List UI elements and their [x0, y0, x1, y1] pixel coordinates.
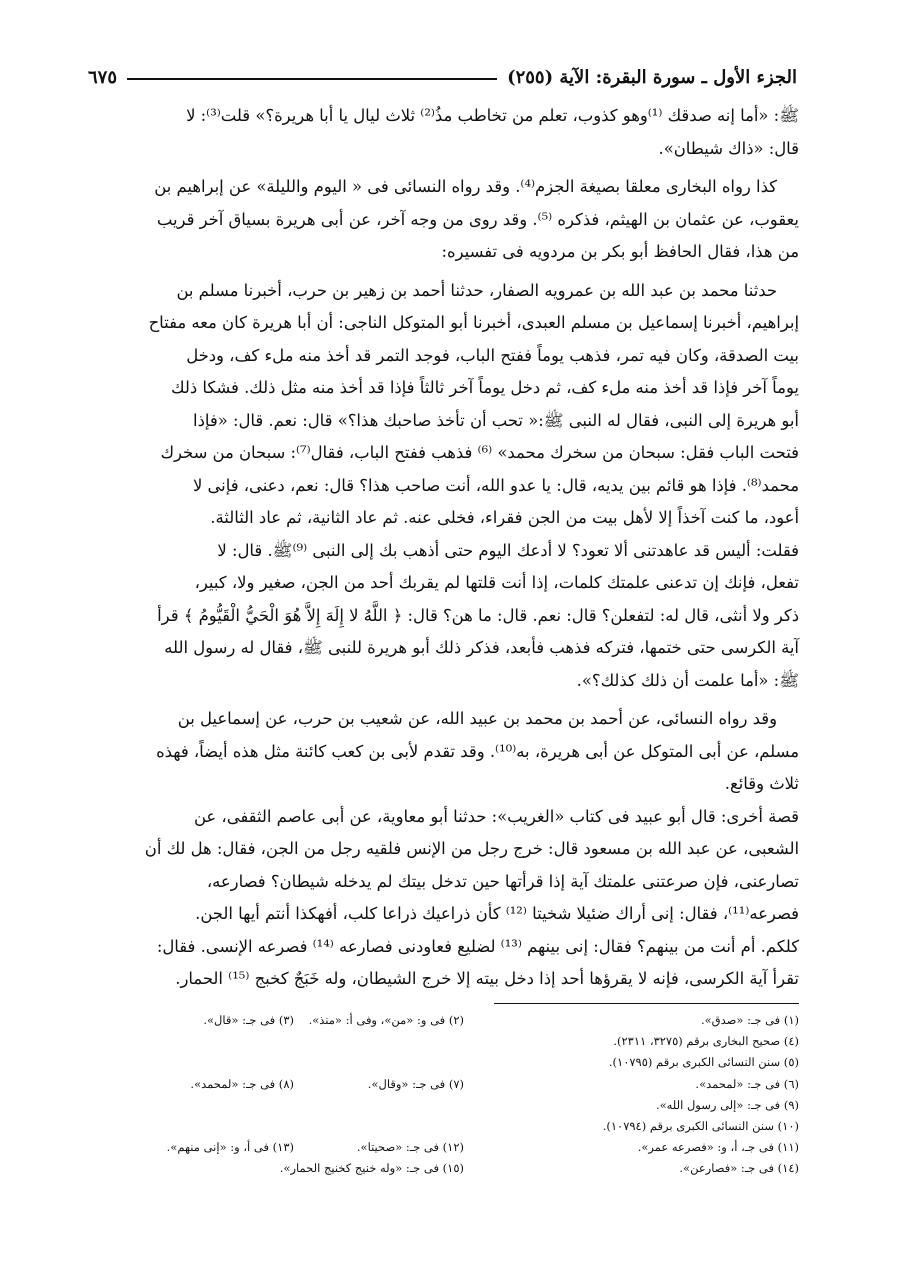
- footnote: (١٣) فى أ، و: «إنى منهم».: [166, 1140, 294, 1155]
- text-line: كلكم. أم أنت من بينهم؟ فقال: إنى بينهم ⁽¹³⁾ لضليع فعاودنى فصارعه ⁽¹⁴⁾ فصرعه الإنسى. فقال:: [156, 936, 799, 956]
- header-title: الجزء الأول ـ سورة البقرة: الآية (٢٥٥): [507, 66, 797, 88]
- footnote: (٥) سنن النسائى الكبرى برقم (١٠٧٩٥).: [608, 1055, 799, 1070]
- footnote: (٤) صحيح البخارى برقم (٣٢٧٥، ٢٣١١).: [613, 1034, 799, 1049]
- footnote: (٦) فى جـ: «لمحمد».: [695, 1076, 799, 1091]
- page-number: ٦٧٥: [88, 66, 118, 88]
- text-line-section-start: قصة أخرى: قال أبو عبيد فى كتاب «الغريب»: حدثنا أبو معاوية، عن أبى عاصم الثقفى، عن: [193, 806, 799, 826]
- footnote: (١١) فى جـ، أ، و: «فصرعه عمر».: [637, 1140, 799, 1155]
- text-line: مسلم، عن أبى المتوكل عن أبى هريرة، به⁽¹⁰⁾. وقد تقدم لأبى بن كعب كائنة مثل هذه أيضاً، فهذه: [156, 741, 799, 761]
- text-line: محمد⁽⁸⁾. فإذا هو قائم بين يديه، قال: يا عدو الله، أنت صاحب هذا؟ قال: نعم، دعنى، فإنى لا: [192, 475, 799, 495]
- running-header: [88, 62, 797, 92]
- footnote: (٨) فى جـ: «لمحمد».: [190, 1076, 294, 1091]
- text-line: أعود، ما كنت آخذاً إلا لأهل بيت من الجن فقراء، فخلى عنه. ثم عاد الثانية، ثم عاد الثالثة.: [210, 508, 799, 527]
- footnotes: [88, 1010, 799, 1180]
- text-line: ثلاث وقائع.: [724, 774, 799, 793]
- text-line: فصرعه⁽¹¹⁾، فقال: إنى أراك ضئيلا شخيتا ⁽¹²⁾ كأن ذراعيك ذراعا كلب، أفهكذا أنتم أيها الجن.: [195, 904, 799, 923]
- text-line: تصارعنى، فإن صرعتنى علمتك آية إذا قرأتها حين تدخل بيتك لم يدخله شيطان؟ فصارعه،: [206, 871, 799, 891]
- text-line: حدثنا محمد بن عبد الله بن عمرويه الصفار، حدثنا أحمد بن زهير بن حرب، أخبرنا مسلم بن: [176, 280, 777, 300]
- text-line: تقرأ آية الكرسى، فإنه لا يقرؤها أحد إذا دخل بيته إلا خرج الشيطان، وله خَبَجٌ كخبج ⁽¹⁵⁾ الحمار.: [175, 969, 799, 988]
- footnote-row: [88, 1095, 799, 1116]
- footnote: (٧) فى جـ: «وقال».: [367, 1076, 464, 1091]
- footnote-row: [88, 1010, 799, 1031]
- footnote-row: [88, 1158, 799, 1179]
- text-line: وقد رواه النسائى، عن أحمد بن محمد بن عبيد الله، عن شعيب بن حرب، عن إسماعيل بن: [177, 709, 777, 728]
- footnote-row: [88, 1137, 799, 1158]
- text-line: الشعبى، عن عبد الله بن مسعود قال: خرج رجل من الإنس فلقيه رجل من الجن، فقال: هل لك أن: [144, 839, 799, 858]
- footnote-row: [88, 1031, 799, 1052]
- text-line: أبو هريرة إلى النبى، فقال له النبى ﷺ:« تحب أن تأخذ صاحبك هذا؟» قال: نعم. قال: «فإذا: [193, 410, 799, 430]
- text-line: تفعل، فإنك إن تدعنى علمتك كلمات، إذا أنت قلتها لم يقربك أحد من الجن، صغير ولا، كبير،: [194, 573, 799, 592]
- footnote: (٢) فى و: «من»، وفى أ: «منذ».: [308, 1013, 464, 1027]
- text-line: ﷺ: «أما إنه صدقك ⁽¹⁾وهو كذوب، تعلم من تخاطب مذُ⁽²⁾ ثلاث ليال يا أبا هريرة؟» قلت⁽³⁾: لا: [186, 106, 799, 125]
- text-line: فتحت الباب فقل: سبحان من سخرك محمد» ⁽⁶⁾ فذهب ففتح الباب، فقال⁽⁷⁾: سبحان من سخرك: [160, 443, 799, 462]
- footnote-row: [88, 1074, 799, 1095]
- footnote: (١٢) فى جـ: «صحيتا».: [356, 1140, 464, 1155]
- footnote-row: [88, 1116, 799, 1137]
- footnote-row: [88, 1052, 799, 1073]
- footnote: (١) فى جـ: «صدق».: [700, 1013, 799, 1027]
- footnote: (١٥) فى جـ: «وله خنيج كخنيج الحمار».: [279, 1161, 464, 1176]
- main-text: [88, 100, 799, 996]
- text-line: كذا رواه البخارى معلقا بصيغة الجزم⁽⁴⁾. وقد رواه النسائى فى « اليوم والليلة» عن إبراهيم بن: [154, 177, 777, 196]
- text-line: يعقوب، عن عثمان بن الهيثم، فذكره ⁽⁵⁾. وقد روى من وجه آخر، عن أبى هريرة بسياق آخر قريب: [156, 209, 799, 229]
- footnote: (٩) فى جـ: «إلى رسول الله».: [655, 1097, 799, 1112]
- footnote: (١٤) فى جـ: «فصارعن».: [679, 1161, 799, 1176]
- text-line: بيت الصدقة، وكان فيه تمر، فذهب يوماً ففتح الباب، فوجد التمر قد أخذ منه ملء كف، ودخل: [186, 345, 799, 365]
- text-line: آية الكرسى حتى ختمها، فتركه فذهب فأبعد، فذكر ذلك أبو هريرة للنبى ﷺ، فقال له رسول الله: [164, 638, 799, 657]
- text-line: من هذا، فقال الحافظ أبو بكر بن مردويه فى تفسيره:: [441, 242, 799, 261]
- text-line: ﷺ: «أما علمت أن ذلك كذلك؟».: [576, 670, 799, 690]
- footnote: (١٠) سنن النسائى الكبرى برقم (١٠٧٩٤).: [602, 1118, 799, 1133]
- footnote-separator: [494, 1003, 799, 1004]
- header-rule: [127, 78, 497, 80]
- text-line: قال: «ذاك شيطان».: [658, 138, 799, 158]
- text-line: يوماً آخر فإذا قد أخذ منه ملء كف، ثم دخل يوماً آخر ثالثاً فإذا قد أخذ منه مثل ذلك. فشكا ذلك: [171, 378, 799, 397]
- text-line: إبراهيم، أخبرنا إسماعيل بن مسلم العبدى، أخبرنا أبو المتوكل الناجى: أن أبا هريرة كان معه مفتاح: [148, 313, 799, 332]
- text-line: فقلت: أليس قد عاهدتنى ألا تعود؟ لا أدعك اليوم حتى أذهب بك إلى النبى ⁽⁹⁾ﷺ. قال: لا: [217, 540, 799, 560]
- text-line: ذكر ولا أنثى، قال له: لتفعلن؟ قال: نعم. قال: ما هن؟ قال: ﴿ اللَّهُ لا إِلَهَ إِلاَّ هُوَ الْحَيُّ الْقَيُّومُ ﴾ قرأ: [157, 605, 799, 625]
- footnote: (٣) فى جـ: «قال».: [203, 1013, 294, 1027]
